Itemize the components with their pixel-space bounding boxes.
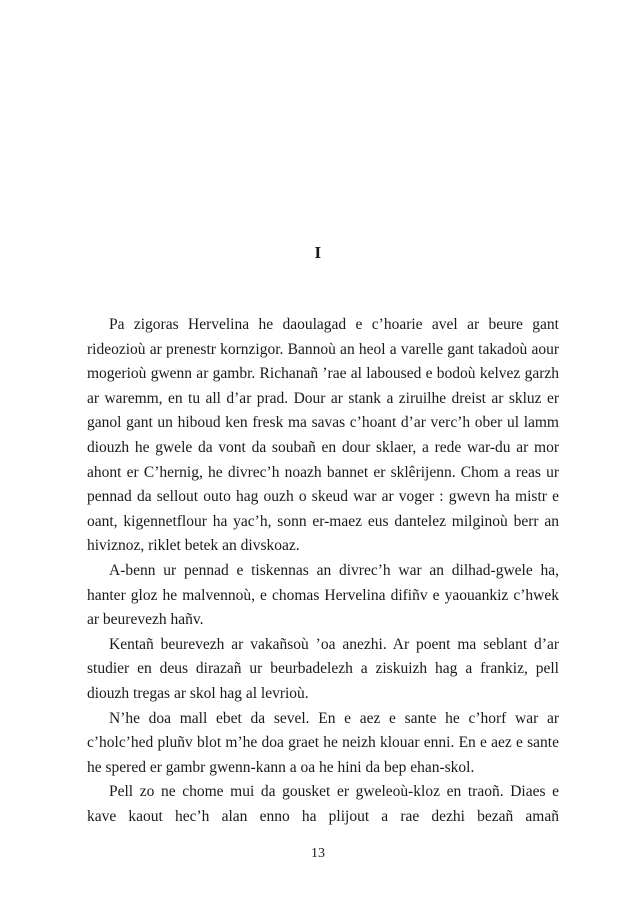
chapter-number: I — [314, 243, 322, 262]
paragraph-3: Kentañ beurevezh ar vakañsoù ’oa anezhi. Ar poent ma seblant d’ar studier en deus dirazañ ur beurbadelezh a ziskuizh hag a frankiz, pell diouzh tregas ar skol hag al levrioù. — [87, 635, 559, 702]
paragraph-2: A-benn ur pennad e tiskennas an divrec’h war an dilhad-gwele ha, hanter gloz he malvennoù, e chomas Hervelina difiñv e yaouankiz c’hwek ar beurevezh hañv. — [87, 561, 559, 629]
paragraph-4: N’he doa mall ebet da sevel. En e aez e sante he c’horf war ar c’holc’hed pluñv blot m’he doa graet he neizh klouar enni. En e aez e sante he spered er gambr gwenn-kann a oa he hini da bep ehan-skol. — [87, 709, 559, 776]
page-number: 13 — [311, 846, 325, 861]
paragraph-1: Pa zigoras Hervelina he daoulagad e c’hoarie avel ar beure gant rideozioù ar prenestr kornzigor. Bannoù an heol a varelle gant takadoù aour mogerioù gwenn ar gambr. Richanañ ’rae al laboused e bodoù kelvez garzh ar waremm, en tu all d’ar prad. Dour ar stank a ziruilhe dreist ar skluz er ganol gant un hiboud ken fresk ma savas c’hoant d’ar verc’h ober ul lamm diouzh he gwele da vont da soubañ en dour sklaer, a rede war-du ar mor ahont er C’hernig, he divrec’h noazh bannet er sklêrijenn. Chom a reas ur pennad da sellout outo hag ouzh o skeud war ar voger : gwevn ha mistr e oant, kigennetflour ha yac’h, sonn er-maez eus dantelez milginoù berr an hiviznoz, riklet betek an divskoaz. — [87, 316, 559, 555]
paragraph-5: Pell zo ne chome mui da gousket er gweleoù-kloz en traoñ. Diaes e kave kaout hec’h alan enno ha plijout a rae dezhi bezañ amañ — [87, 783, 559, 825]
body-text — [87, 313, 559, 829]
